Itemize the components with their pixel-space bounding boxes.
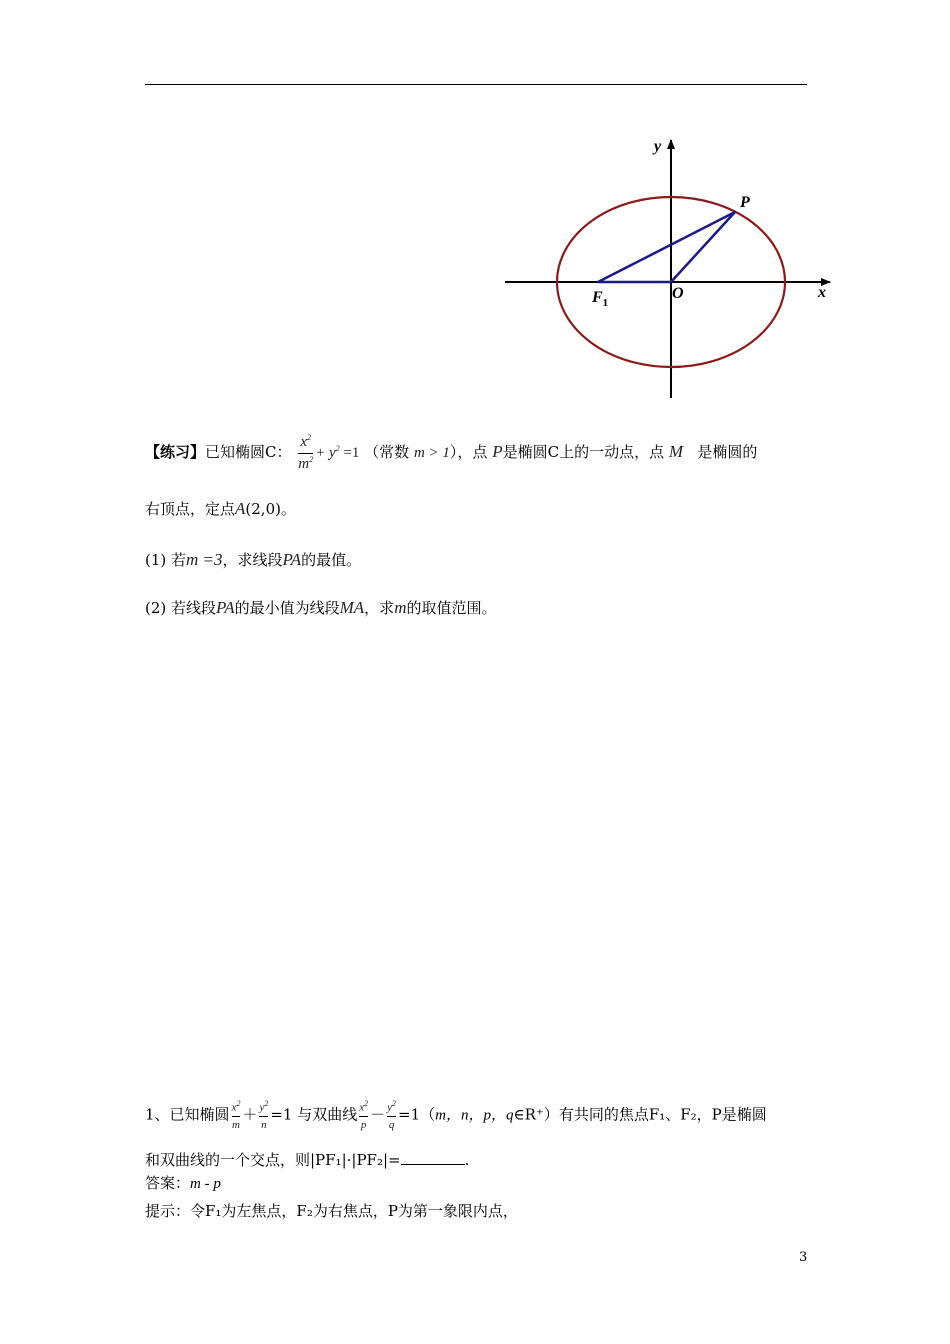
question-1 bbox=[145, 549, 361, 570]
vertex-text: 是椭圆的 bbox=[697, 443, 758, 461]
point-p-label: P bbox=[740, 194, 750, 211]
focal-triangle bbox=[598, 212, 735, 282]
hint-line bbox=[145, 1200, 518, 1221]
answer-label: 答案： bbox=[145, 1174, 191, 1192]
p1-fraction-y-q: $\frac{y^2}{q}$ bbox=[387, 1099, 397, 1131]
ellipse-figure bbox=[500, 130, 840, 405]
point-p: P bbox=[492, 442, 503, 461]
const-note: （常数 bbox=[364, 443, 410, 461]
exercise-intro: 已知椭圆C： bbox=[205, 443, 292, 461]
q2-suffix: 的取值范围。 bbox=[406, 599, 497, 617]
q1-segment-pa: PA bbox=[282, 550, 302, 569]
exercise-line-1 bbox=[145, 434, 757, 472]
point-a: A bbox=[235, 499, 246, 518]
exercise-line-2 bbox=[145, 498, 296, 519]
q2-prefix: (2) 若线段 bbox=[145, 599, 217, 617]
answer-value: m - p bbox=[190, 1176, 221, 1192]
x-axis-label: x bbox=[818, 284, 826, 301]
p1-equals-1: =1 与双曲线 bbox=[270, 1105, 358, 1124]
ellipse-equation-rest: + $y^2 =1$ bbox=[315, 444, 360, 461]
question-2 bbox=[145, 597, 496, 618]
q2-ask: ，求 bbox=[364, 599, 395, 617]
point-a-coord: (2,0)。 bbox=[245, 500, 296, 518]
condition-m: m > 1 bbox=[413, 445, 450, 461]
q2-m: m bbox=[394, 598, 407, 617]
y-axis-label: y bbox=[654, 138, 662, 155]
page-number: 3 bbox=[799, 1250, 808, 1265]
answer-line bbox=[145, 1172, 221, 1193]
p1-prefix: 1、已知椭圆 bbox=[145, 1105, 230, 1124]
q1-m-value: m =3 bbox=[186, 550, 223, 569]
after-condition: ），点 bbox=[449, 443, 488, 461]
p1-question: 和双曲线的一个交点，则|PF₁|·|PF₂|= bbox=[145, 1151, 401, 1169]
p1-fraction-y-n: $\frac{y^2}{n}$ bbox=[259, 1099, 269, 1131]
q2-segment-pa: PA bbox=[216, 598, 235, 617]
point-m: M bbox=[668, 442, 684, 461]
right-vertex-text: 右顶点，定点 bbox=[145, 500, 236, 518]
p1-plus: ＋ bbox=[242, 1105, 258, 1124]
q1-middle: ，求线段 bbox=[222, 551, 283, 569]
origin-label: O bbox=[672, 285, 684, 302]
ellipse-equation-fraction: $\frac{x^2}{m^2}$ bbox=[298, 433, 314, 472]
focus-f1-label: $F_1$ bbox=[592, 289, 609, 309]
moving-point-text: 是椭圆C上的一动点，点 bbox=[502, 443, 665, 461]
problem-1-line-2 bbox=[145, 1149, 469, 1170]
p1-period: . bbox=[464, 1151, 470, 1169]
hint-text: 提示：令F₁为左焦点，F₂为右焦点，P为第一象限内点， bbox=[145, 1202, 518, 1220]
p1-equals-2: =1（ bbox=[398, 1105, 436, 1124]
q1-prefix: (1) 若 bbox=[145, 551, 187, 569]
q1-suffix: 的最值。 bbox=[301, 551, 362, 569]
answer-blank bbox=[401, 1152, 465, 1165]
p1-minus: － bbox=[370, 1105, 386, 1124]
p1-fraction-x-p: $\frac{x^2}{p}$ bbox=[359, 1099, 369, 1131]
p1-fraction-x-m: $\frac{x^2}{m}$ bbox=[231, 1099, 241, 1131]
p1-vars: m，n，p，q bbox=[435, 1107, 514, 1124]
p1-set: ∈R⁺）有共同的焦点F₁、F₂，P是椭圆 bbox=[513, 1105, 767, 1124]
q2-middle: 的最小值为线段 bbox=[234, 599, 340, 617]
problem-1-line-1 bbox=[145, 1100, 767, 1131]
header-rule bbox=[145, 84, 807, 85]
exercise-tag: 【练习】 bbox=[145, 443, 206, 461]
q2-segment-ma: MA bbox=[339, 598, 365, 617]
